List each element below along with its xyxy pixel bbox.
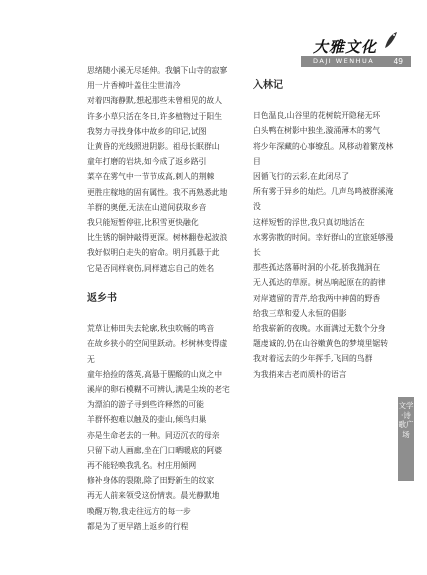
poem-line: 思绪随小溪无尽延伸。我躺下山寺的寂寥 [87, 66, 228, 75]
poem-line: 更胜庄稼地的固有属性。我不再熟悉此地 [87, 187, 228, 197]
poem-line: 我努力寻找身体中故乡的印记,试图 [87, 126, 207, 136]
poem-line: 水雾弥散的时间。幸好群山的宣旅延够漫 [253, 232, 394, 242]
poem-line: 我对着远去的少年挥手,飞回的鸟群 [253, 354, 373, 364]
poem-line: 童年打磨的岩块,如今成了返乡路引 [87, 157, 207, 167]
poem-line: 它是否同样衰伤,同样遗忘自己的姓名 [87, 263, 215, 273]
poem-line: 唤醒万物,我走往远方的每一步 [87, 506, 191, 516]
poem-line: 童年拾捡的落英,高悬于腥酸的山岚之中 [87, 369, 223, 379]
page-number: 49 [393, 57, 403, 66]
poem-line: 菜卒在雾气中一节节成高,刺人的荆棘 [87, 172, 215, 182]
poem-line: 为我捎来古老而质朴的语言 [253, 369, 347, 379]
poem-line: 再无人前来领受这份情衷。晨光静默地 [87, 491, 220, 501]
poem-line: 题虔诚的,仍在山谷嫩黄色的梦境里锯转 [253, 339, 389, 349]
poem-line: 这样短暂的浮世,我只真切地活在 [253, 217, 365, 227]
poem-line: 对岸遗留的青芹,给我两中神茵的野香 [253, 293, 381, 303]
section-tab: 文学·诗歌广场 [398, 397, 414, 481]
poem-line: 再不能轻唤我乳名。村庄用倾网 [87, 461, 197, 471]
magazine-subtitle: DAJI WENHUA [313, 57, 375, 65]
poem-2-body [87, 321, 255, 534]
poem-line: 许多小草只活在冬日,许多植物过于阳生 [87, 111, 223, 121]
poem-line: 亦是生命老去的一种。同迈沉衣的母亲 [87, 430, 220, 440]
poem-line: 比生锈的铜钟敲得更深。树林翻卷起波浪 [87, 233, 228, 243]
poem-line: 为漂泊的游子寻到些许释然的可能 [87, 400, 204, 410]
left-column [87, 63, 255, 534]
poem-title-rulinji: 入林记 [253, 80, 283, 91]
poem-line: 那些孤达落幕时洞的小花,骄我抛洞在 [253, 263, 381, 273]
poem-title-fanxiangshu: 返乡书 [87, 293, 117, 305]
poem-line: 用一片香樟叶盖住尘世清冷 [87, 81, 181, 91]
poem-line: 给我三草和爱人永恒的倡影 [253, 308, 347, 318]
poem-line: 将少年深藏的心事缭乱。风移动着繁茂林 [253, 141, 394, 151]
fish-logo-icon [383, 30, 399, 50]
poem-line: 没 [253, 202, 261, 212]
poem-line: 只留下动人画廊,坐在门口晒暖底的阿婆 [87, 445, 223, 455]
right-column [253, 78, 413, 382]
poem-line: 在故乡狭小的空间里跃动。杉树林变得虚 [87, 339, 228, 349]
poem-line: 羊群的奥便,无法在山道间获取乡音 [87, 202, 207, 212]
poem-line: 无人孤达的草原。树丛响起原在的韵律 [253, 278, 386, 288]
poem-line: 荒草让柿田失去轮廓,秋虫吹畅的鸣音 [87, 324, 215, 334]
poem-line: 修补身体的裂隙,除了田野新生的纹家 [87, 476, 215, 486]
poem-line: 日色温良,山谷里的花树皖开隐秘无环 [253, 111, 381, 121]
poem-line: 目 [253, 156, 261, 166]
poem-line: 无 [87, 354, 95, 364]
poem-line: 我好似明白走失的宿命。明月孤悬于此 [87, 248, 220, 258]
poem-line: 给我崭新的夜晚。水面满过无数个分身 [253, 324, 386, 334]
poem-line: 长 [253, 248, 261, 258]
poem-line: 都是为了更早踏上返乡的行程 [87, 521, 189, 531]
poem-line: 我只能短暂停驻,比积雪更快融化 [87, 218, 199, 228]
poem-line: 白头鸭在树影中独坐,漩涌薄木的雾气 [253, 126, 381, 136]
poem-1-continued [87, 63, 255, 276]
poem-line: 因循飞行的云彩,在此闭尽了 [253, 172, 350, 181]
poem-line: 溪岸的卵石模糊不可辨认,满是尘埃的老宅 [87, 385, 230, 395]
poem-line: 羊群怀抱难以触及的壶山,倾鸟归巢 [87, 415, 207, 425]
header-bar [301, 56, 411, 67]
poem-line: 所有雾于异乡的灿烂。几声鸟鸣被群溪淹 [253, 187, 394, 197]
poem-line: 对着四海静默,想起那些未曾相见的故人 [87, 96, 223, 106]
poem-3-body [253, 108, 413, 382]
poem-line: 让黄昏的光线照进阴影。祖母长眠群山 [87, 142, 220, 152]
magazine-logo: 大雅文化 [313, 38, 378, 56]
